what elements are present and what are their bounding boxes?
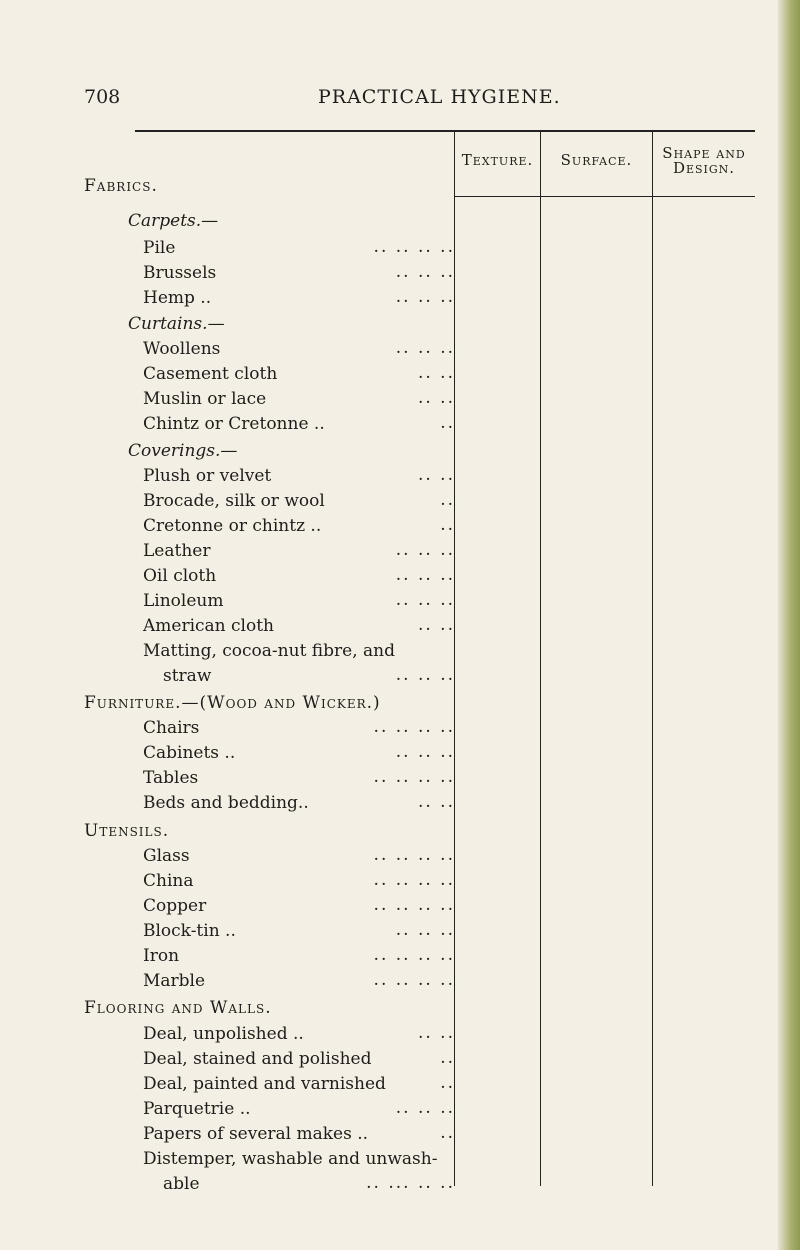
column-divider-2 [540, 131, 541, 1186]
leader-dots: .. .. .. [395, 590, 455, 610]
leader-dots: .. .. [417, 615, 455, 635]
subheading: Carpets.— [128, 211, 219, 231]
page-edge [778, 0, 800, 1250]
table-row-label: China [143, 871, 194, 891]
table-row-label: Plush or velvet [143, 466, 272, 486]
table-row-label: Block-tin .. [143, 921, 236, 941]
leader-dots: .. .. .. .. [373, 767, 455, 787]
table-row-label: Copper [143, 896, 207, 916]
leader-dots: .. .. .. .. [373, 945, 455, 965]
table-row-label: Leather [143, 541, 211, 561]
table-row-label: Papers of several makes .. [143, 1124, 369, 1144]
table-row-label: straw [163, 666, 212, 686]
category-heading: Flooring and Walls. [84, 998, 272, 1018]
table-row-label: Chairs [143, 718, 200, 738]
column-header-shape-design: Shape and Design. [662, 144, 746, 177]
subheading: Curtains.— [128, 314, 225, 334]
table-row-label: Deal, stained and polished [143, 1049, 372, 1069]
table-row-label: able [163, 1174, 200, 1194]
table-row-label: Deal, painted and varnished [143, 1074, 386, 1094]
table-row-label: Distemper, washable and unwash- [143, 1149, 438, 1169]
leader-dots: .. .. .. .. [373, 895, 455, 915]
leader-dots: .. .. .. .. [373, 717, 455, 737]
leader-dots: .. .. .. .. [373, 845, 455, 865]
running-title: PRACTICAL HYGIENE. [318, 86, 561, 108]
table-row-label: Brussels [143, 263, 217, 283]
leader-dots: .. .. .. .. [373, 237, 455, 257]
table-top-rule [135, 130, 755, 132]
column-header-texture: Texture. [461, 151, 534, 169]
leader-dots: .. .. .. [395, 742, 455, 762]
leader-dots: .. [440, 515, 455, 535]
table-row-label: Casement cloth [143, 364, 278, 384]
leader-dots: .. .. .. [395, 565, 455, 585]
category-heading: Utensils. [84, 821, 170, 841]
table-row-label: Pile [143, 238, 176, 258]
page-number: 708 [84, 86, 121, 108]
leader-dots: .. .. [417, 1023, 455, 1043]
leader-dots: .. .. [417, 363, 455, 383]
table-row-label: Woollens [143, 339, 221, 359]
leader-dots: .. .. .. [395, 287, 455, 307]
category-heading: Furniture.—(Wood and Wicker.) [84, 693, 381, 713]
page-header [0, 86, 780, 116]
category-heading: Fabrics. [84, 176, 158, 196]
leader-dots: .. .. [417, 465, 455, 485]
table-row-label: Hemp .. [143, 288, 212, 308]
table-row-label: Cretonne or chintz .. [143, 516, 322, 536]
leader-dots: .. [440, 1048, 455, 1068]
table-row-label: Beds and bedding.. [143, 793, 309, 813]
table-row-label: Cabinets .. [143, 743, 236, 763]
leader-dots: .. .. .. [395, 920, 455, 940]
table-row-label: Iron [143, 946, 180, 966]
leader-dots: .. .. [417, 388, 455, 408]
table-row-label: Chintz or Cretonne .. [143, 414, 325, 434]
leader-dots: .. [440, 1123, 455, 1143]
table-row-label: Linoleum [143, 591, 224, 611]
subheading: Coverings.— [128, 441, 238, 461]
table-row-label: Brocade, silk or wool [143, 491, 325, 511]
leader-dots: .. .. .. [395, 540, 455, 560]
leader-dots: .. [440, 413, 455, 433]
leader-dots: .. [440, 490, 455, 510]
leader-dots: .. .. [417, 792, 455, 812]
table-row-label: Marble [143, 971, 206, 991]
column-header-surface: Surface. [560, 151, 633, 169]
table-row-label: American cloth [143, 616, 275, 636]
table-row-label: Deal, unpolished .. [143, 1024, 304, 1044]
leader-dots: .. [440, 1073, 455, 1093]
leader-dots: .. .. .. [395, 1098, 455, 1118]
leader-dots: .. .. .. [395, 262, 455, 282]
leader-dots: .. .. .. .. [373, 870, 455, 890]
leader-dots: .. .. .. [395, 338, 455, 358]
leader-dots: .. ... .. .. [366, 1173, 455, 1193]
table-row-label: Glass [143, 846, 190, 866]
column-divider-3 [652, 131, 653, 1186]
table-row-label: Matting, cocoa-nut fibre, and [143, 641, 395, 661]
leader-dots: .. .. .. .. [373, 970, 455, 990]
leader-dots: .. .. .. [395, 665, 455, 685]
table-row-label: Parquetrie .. [143, 1099, 251, 1119]
table-row-label: Oil cloth [143, 566, 217, 586]
table-row-label: Muslin or lace [143, 389, 267, 409]
table-header-rule [455, 196, 755, 197]
table-row-label: Tables [143, 768, 199, 788]
